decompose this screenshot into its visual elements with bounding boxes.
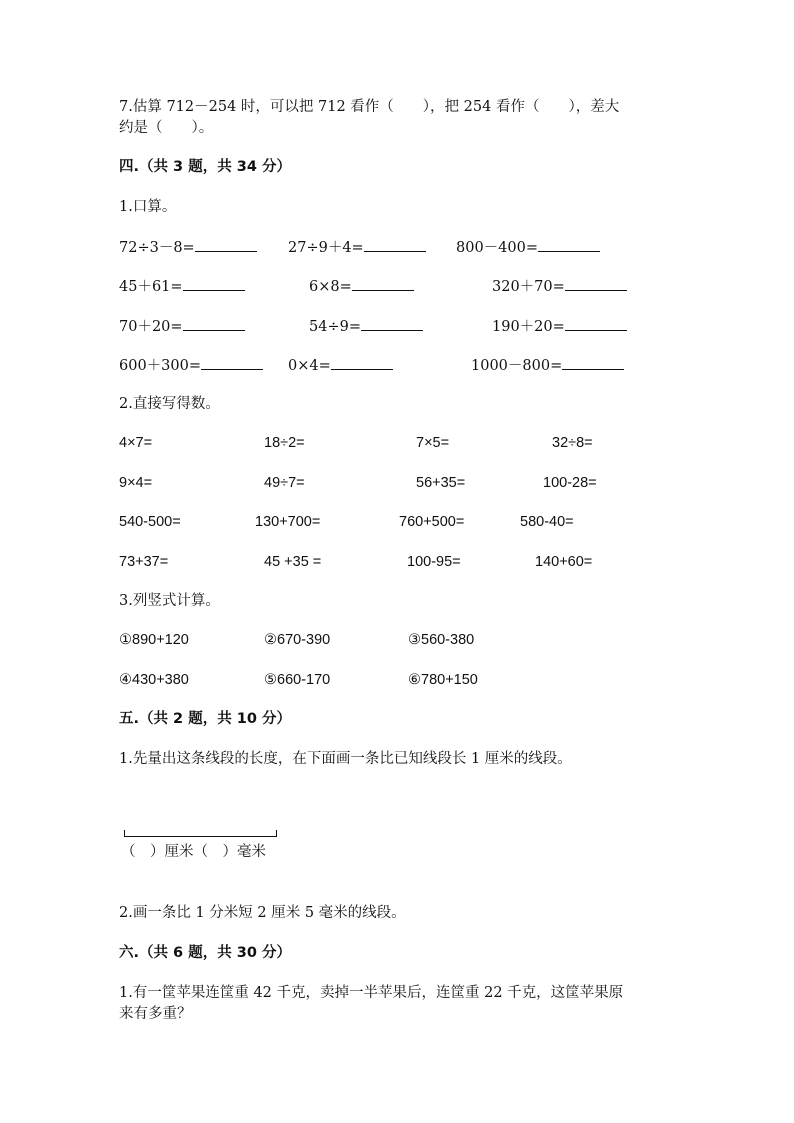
section5-q2-title: 2.画一条比 1 分米短 2 厘米 5 毫米的线段。 xyxy=(119,905,406,921)
q7-line2: 约是（ ）。 xyxy=(119,120,214,136)
vertical-calc-item: ⑥780+150 xyxy=(408,672,478,688)
direct-calc-item: 18÷2= xyxy=(264,435,305,451)
oral-calc-item: 600＋300= xyxy=(119,355,263,376)
section4-q2-title: 2.直接写得数。 xyxy=(119,396,220,412)
vertical-calc-item: ③560-380 xyxy=(408,632,475,648)
direct-calc-item: 49÷7= xyxy=(264,475,305,491)
direct-calc-item: 760+500= xyxy=(399,514,465,530)
answer-blank[interactable] xyxy=(331,355,393,370)
direct-calc-item: 32÷8= xyxy=(552,435,593,451)
answer-blank[interactable] xyxy=(201,355,263,370)
direct-calc-item: 73+37= xyxy=(119,554,169,570)
answer-blank[interactable] xyxy=(183,276,245,291)
segment-line xyxy=(124,836,276,837)
direct-calc-item: 9×4= xyxy=(119,475,153,491)
answer-blank[interactable] xyxy=(364,237,426,252)
direct-calc-item: 100-95= xyxy=(407,554,461,570)
direct-calc-item: 140+60= xyxy=(535,554,593,570)
q7-line1: 7.估算 712－254 时，可以把 712 看作（ ），把 254 看作（ ），差大 xyxy=(119,99,620,115)
section5-q1-title: 1.先量出这条线段的长度，在下面画一条比已知线段长 1 厘米的线段。 xyxy=(119,751,572,767)
segment-caption: （ ）厘米（ ）毫米 xyxy=(121,844,266,860)
section5-title: 五.（共 2 题，共 10 分） xyxy=(119,711,291,727)
oral-calc-item: 72÷3－8= xyxy=(119,237,257,258)
answer-blank[interactable] xyxy=(361,316,423,331)
oral-calc-item: 54÷9= xyxy=(309,316,423,337)
section4-q3-title: 3.列竖式计算。 xyxy=(119,593,220,609)
direct-calc-item: 130+700= xyxy=(255,514,321,530)
vertical-calc-item: ⑤660-170 xyxy=(264,672,331,688)
oral-calc-item: 45＋61= xyxy=(119,276,245,297)
direct-calc-item: 45 +35 = xyxy=(264,554,322,570)
direct-calc-item: 4×7= xyxy=(119,435,153,451)
vertical-calc-item: ②670-390 xyxy=(264,632,331,648)
vertical-calc-item: ①890+120 xyxy=(119,632,189,648)
section6-q1-line1: 1.有一筐苹果连筐重 42 千克，卖掉一半苹果后，连筐重 22 千克，这筐苹果原 xyxy=(119,985,624,1001)
oral-calc-item: 800－400= xyxy=(456,237,600,258)
oral-calc-item: 6×8= xyxy=(309,276,414,297)
direct-calc-item: 540-500= xyxy=(119,514,181,530)
direct-calc-item: 7×5= xyxy=(416,435,450,451)
oral-calc-item: 1000－800= xyxy=(471,355,624,376)
section6-title: 六.（共 6 题，共 30 分） xyxy=(119,945,291,961)
oral-calc-item: 0×4= xyxy=(288,355,393,376)
answer-blank[interactable] xyxy=(183,316,245,331)
direct-calc-item: 580-40= xyxy=(520,514,574,530)
section6-q1-line2: 来有多重？ xyxy=(119,1006,192,1022)
direct-calc-item: 56+35= xyxy=(416,475,466,491)
section4-q1-title: 1.口算。 xyxy=(119,199,177,215)
answer-blank[interactable] xyxy=(352,276,414,291)
oral-calc-item: 190＋20= xyxy=(492,316,627,337)
section4-title: 四.（共 3 题，共 34 分） xyxy=(119,159,291,175)
direct-calc-item: 100-28= xyxy=(543,475,597,491)
answer-blank[interactable] xyxy=(538,237,600,252)
answer-blank[interactable] xyxy=(565,276,627,291)
answer-blank[interactable] xyxy=(565,316,627,331)
answer-blank[interactable] xyxy=(195,237,257,252)
oral-calc-item: 27÷9＋4= xyxy=(288,237,426,258)
answer-blank[interactable] xyxy=(562,355,624,370)
oral-calc-item: 320＋70= xyxy=(492,276,627,297)
vertical-calc-item: ④430+380 xyxy=(119,672,189,688)
segment-right-tick xyxy=(276,830,277,837)
oral-calc-item: 70＋20= xyxy=(119,316,245,337)
